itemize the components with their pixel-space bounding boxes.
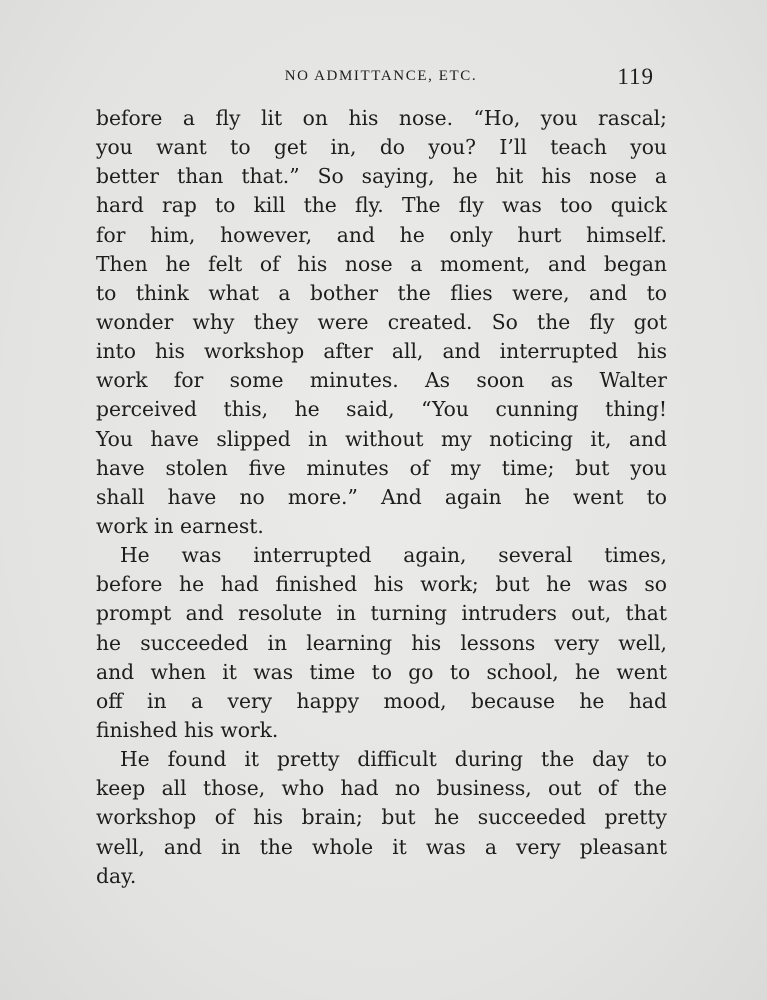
- text-line: into his workshop after all, and interrupted his: [96, 339, 667, 364]
- text-line: He was interrupted again, several times,: [120, 543, 667, 568]
- text-line: he succeeded in learning his lessons very well,: [96, 630, 667, 655]
- text-line: well, and in the whole it was a very pleasant: [96, 834, 667, 859]
- text-line: before a fly lit on his nose. “Ho, you rascal;: [96, 106, 667, 130]
- text-line: hard rap to kill the fly. The fly was too quick: [96, 193, 667, 218]
- text-line: He found it pretty difficult during the day to: [120, 747, 667, 772]
- paragraph-2: [96, 541, 667, 745]
- text-line: off in a very happy mood, because he had: [96, 688, 667, 713]
- text-line: before he had finished his work; but he was so: [96, 572, 667, 597]
- text-line: better than that.” So saying, he hit his nose a: [96, 164, 667, 189]
- text-line: prompt and resolute in turning intruders out, that: [96, 601, 667, 626]
- text-line: You have slipped in without my noticing it, and: [96, 426, 667, 451]
- page-number: 119: [617, 64, 654, 89]
- text-line: Then he felt of his nose a moment, and began: [96, 251, 667, 276]
- paragraph-3: [96, 745, 667, 891]
- text-line: finished his work.: [96, 717, 279, 742]
- text-line: keep all those, who had no business, out of the: [96, 776, 667, 801]
- text-line: shall have no more.” And again he went to: [96, 484, 667, 509]
- text-line: you want to get in, do you? I’ll teach you: [96, 135, 667, 160]
- text-line: to think what a bother the flies were, and to: [96, 280, 667, 305]
- paragraph-1: [96, 104, 667, 541]
- text-line: perceived this, he said, “You cunning thing!: [96, 397, 667, 422]
- running-title: NO ADMITTANCE, ETC.: [284, 68, 478, 84]
- text-line: work in earnest.: [96, 513, 264, 538]
- text-line: and when it was time to go to school, he went: [96, 659, 667, 684]
- running-header: [96, 64, 666, 90]
- text-line: work for some minutes. As soon as Walter: [96, 368, 667, 393]
- body-text: [96, 104, 667, 891]
- text-line: have stolen five minutes of my time; but you: [96, 455, 667, 480]
- text-line: wonder why they were created. So the fly got: [96, 309, 667, 334]
- text-line: workshop of his brain; but he succeeded pretty: [96, 805, 667, 830]
- text-line: for him, however, and he only hurt himself.: [96, 222, 667, 247]
- text-line: day.: [96, 863, 137, 888]
